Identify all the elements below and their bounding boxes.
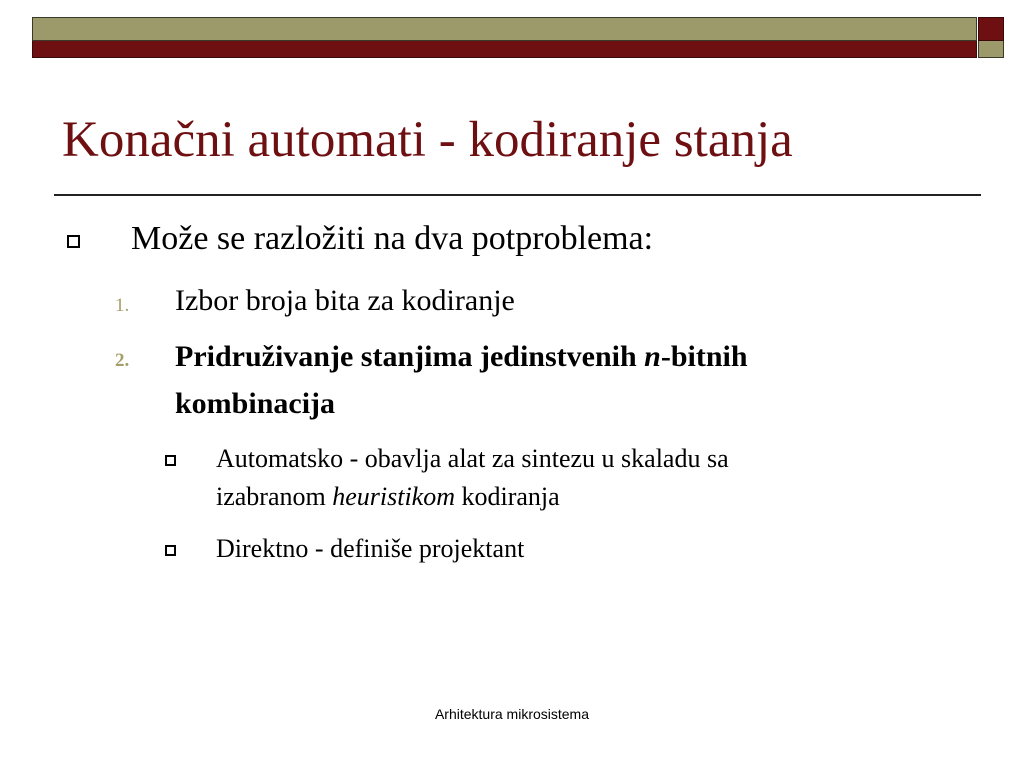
subitem-text-part: izabranom: [216, 482, 333, 511]
header-corner-red-square: [978, 17, 1004, 41]
square-bullet-icon: [165, 545, 176, 556]
list-item-text-part: -bitnih: [660, 340, 748, 373]
header-band-olive: [32, 17, 977, 41]
list-item-number: 2.: [115, 350, 130, 371]
bullet-intro-text: Može se razložiti na dva potproblema:: [131, 220, 654, 257]
list-item-text-continuation: kombinacija: [175, 387, 336, 420]
slide-footer: Arhitektura mikrosistema: [434, 706, 590, 722]
list-item-text: Izbor broja bita za kodiranje: [175, 284, 515, 317]
list-item-text-part: Pridruživanje stanjima jedinstvenih: [175, 340, 645, 373]
subitem-text: Direktno - definiše projektant: [216, 534, 525, 563]
list-item-number: 1.: [115, 295, 130, 316]
header-corner-olive-square: [978, 41, 1004, 58]
square-bullet-icon: [165, 455, 176, 466]
subitem-text-continuation: [216, 478, 560, 516]
subitem-text-italic: heuristikom: [332, 482, 455, 511]
subitem-text-part: kodiranja: [455, 482, 560, 511]
header-band-red: [32, 41, 977, 58]
slide-title: Konačni automati - kodiranje stanja: [62, 112, 793, 168]
list-item-text: [175, 339, 748, 375]
subitem-text: Automatsko - obavlja alat za sintezu u skaladu sa: [216, 444, 729, 473]
list-item-text-italic: n: [644, 340, 661, 373]
square-bullet-icon: [67, 235, 80, 248]
title-divider: [54, 194, 981, 196]
